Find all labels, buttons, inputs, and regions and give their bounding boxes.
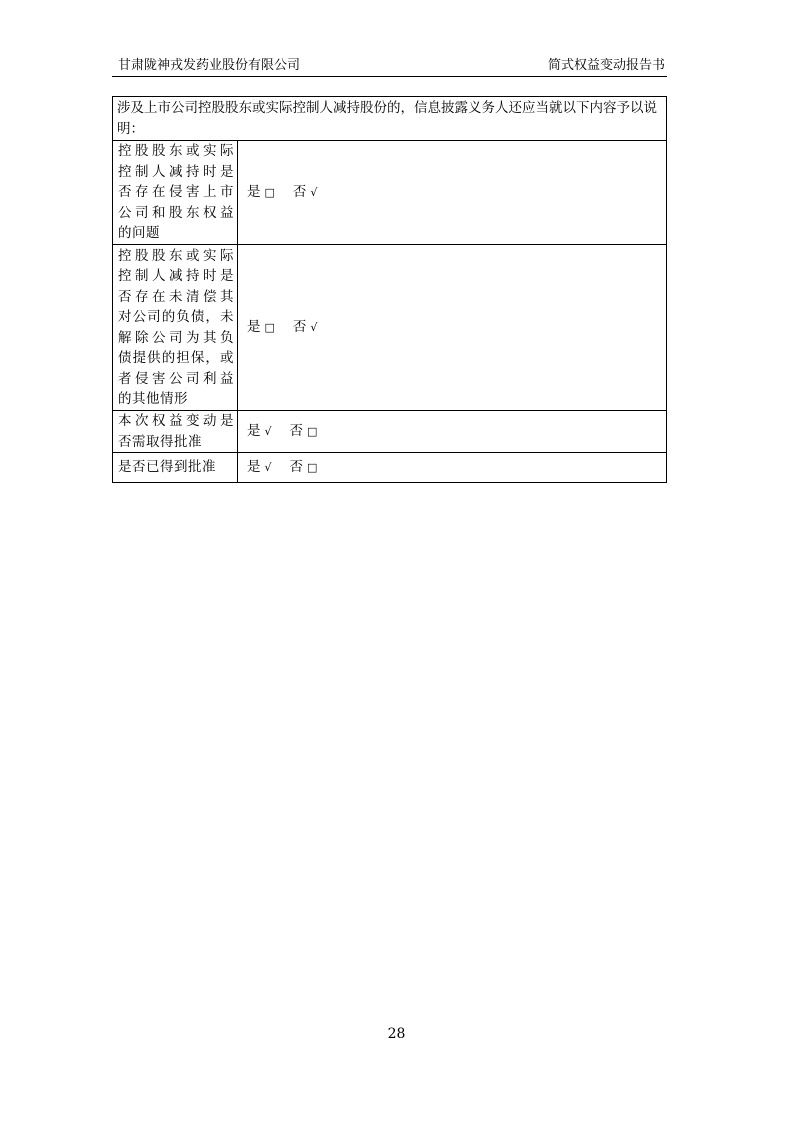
row-label [113, 453, 238, 483]
table-row [113, 245, 667, 411]
yes-option [247, 421, 272, 443]
row-options [238, 141, 667, 245]
label-line: 控制人减持时是 [118, 268, 234, 284]
yes-label: 是 [247, 318, 261, 335]
yes-checkbox: √ [264, 424, 272, 438]
no-option [293, 317, 318, 339]
table-row [113, 453, 667, 483]
document-title: 简式权益变动报告书 [547, 58, 665, 73]
yes-option [247, 457, 272, 479]
label-line: 是否已得到批准 [118, 459, 216, 476]
label-line: 控股股东或实际 [118, 143, 234, 160]
no-checkbox: □ [307, 424, 318, 438]
page-header [112, 56, 667, 77]
yes-option [247, 182, 275, 204]
row-label [113, 141, 238, 245]
label-line: 否存在侵害上市 [118, 184, 234, 201]
yes-checkbox: √ [264, 460, 272, 474]
yes-checkbox: □ [264, 185, 275, 199]
row-label [113, 245, 238, 411]
table-row [113, 141, 667, 245]
label-line: 本次权益变动是 [118, 413, 234, 429]
no-option [290, 457, 318, 479]
label-line: 对公司的负债，未 [118, 309, 234, 325]
table-row [113, 411, 667, 453]
row-label [113, 411, 238, 453]
disclosure-table [112, 96, 667, 483]
page-number: 28 [387, 1026, 406, 1042]
label-line: 解除公司为其负 [118, 329, 234, 346]
label-line: 公司和股东权益 [118, 204, 234, 221]
no-option [290, 421, 318, 443]
yes-option [247, 317, 275, 339]
label-line: 的其他情形 [118, 391, 188, 407]
label-line: 债提供的担保，或 [118, 350, 234, 366]
row-options [238, 245, 667, 411]
no-label: 否 [292, 318, 307, 335]
yes-label: 是 [247, 422, 261, 439]
no-checkbox: √ [310, 185, 318, 199]
row-options [238, 453, 667, 483]
label-line: 的问题 [118, 225, 160, 242]
yes-label: 是 [247, 183, 261, 200]
label-line: 者侵害公司利益 [118, 370, 234, 387]
no-label: 否 [292, 183, 307, 200]
yes-checkbox: □ [264, 320, 275, 334]
label-line: 控股股东或实际 [118, 247, 234, 264]
yes-label: 是 [247, 458, 261, 475]
no-checkbox: √ [310, 320, 318, 334]
table-intro-row [113, 97, 667, 141]
no-label: 否 [289, 458, 304, 475]
label-line: 否存在未清偿其 [118, 288, 234, 305]
no-label: 否 [289, 422, 304, 439]
table-intro: 涉及上市公司控股股东或实际控制人减持股份的，信息披露义务人还应当就以下内容予以说明： [113, 97, 667, 141]
label-line: 否需取得批准 [118, 433, 202, 450]
no-option [293, 182, 318, 204]
company-name: 甘肃陇神戎发药业股份有限公司 [118, 58, 301, 73]
row-options [238, 411, 667, 453]
no-checkbox: □ [307, 460, 318, 474]
label-line: 控制人减持时是 [118, 163, 234, 180]
